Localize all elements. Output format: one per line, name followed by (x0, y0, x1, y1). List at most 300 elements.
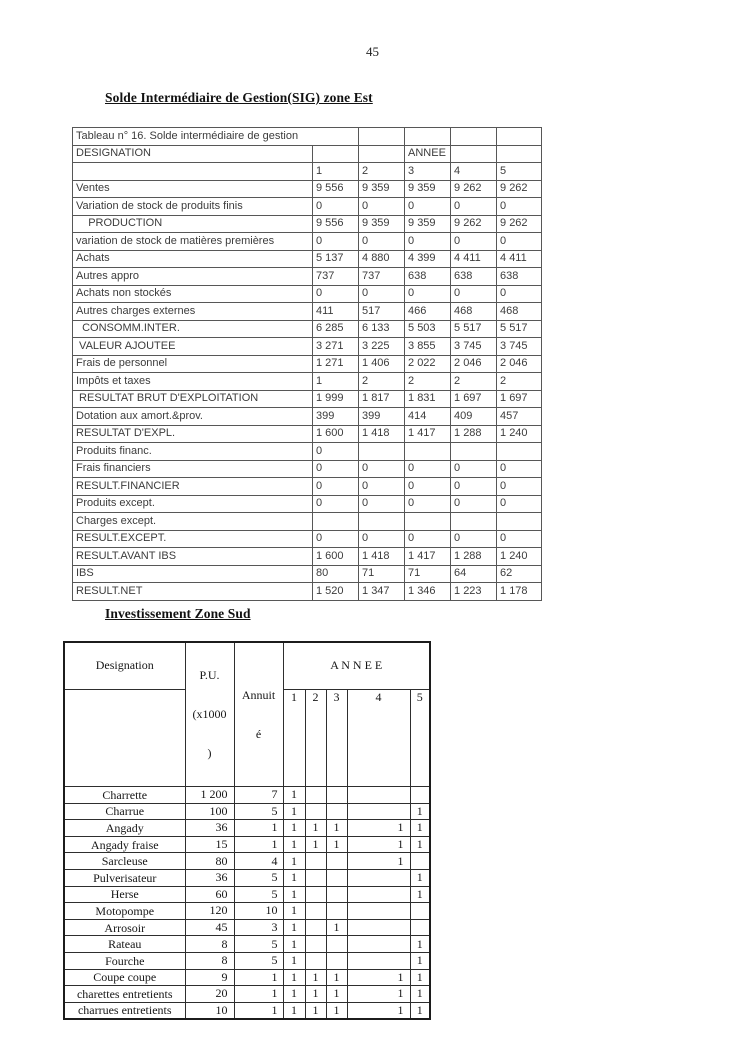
table-row (64, 969, 430, 986)
cell-year: 1 (283, 787, 305, 804)
cell-pu: 9 (185, 969, 234, 986)
cell-value (497, 443, 542, 461)
cell-value: 9 359 (405, 215, 451, 233)
table-row (73, 338, 542, 356)
empty-cell (359, 128, 405, 146)
cell-year: 1 (283, 903, 305, 920)
cell-year: 1 (410, 986, 430, 1003)
row-label: Frais financiers (73, 460, 313, 478)
cell-year (410, 919, 430, 936)
cell-annuite: 10 (234, 903, 283, 920)
cell-annuite: 5 (234, 952, 283, 969)
cell-value: 6 285 (313, 320, 359, 338)
cell-value: 1 178 (497, 583, 542, 601)
cell-value: 0 (359, 495, 405, 513)
cell-value: 1 697 (451, 390, 497, 408)
sig-table (72, 127, 542, 601)
row-label: RESULT.NET (73, 583, 313, 601)
table-row (64, 936, 430, 953)
cell-value: 1 240 (497, 548, 542, 566)
row-label: Produits financ. (73, 443, 313, 461)
row-label: Sarcleuse (64, 853, 185, 870)
cell-value: 0 (313, 478, 359, 496)
cell-year (326, 853, 347, 870)
cell-year: 1 (283, 803, 305, 820)
cell-value: 399 (313, 408, 359, 426)
cell-value: 9 262 (451, 215, 497, 233)
table-row (73, 198, 542, 216)
cell-value: 2 046 (497, 355, 542, 373)
cell-year: 1 (283, 936, 305, 953)
cell-year: 1 (326, 1002, 347, 1019)
cell-value: 9 556 (313, 215, 359, 233)
cell-year: 1 (305, 820, 326, 837)
table-row (64, 919, 430, 936)
annuite-header-line: é (255, 726, 262, 741)
cell-year: 1 (347, 836, 410, 853)
table-row (73, 250, 542, 268)
empty-cell (359, 145, 405, 163)
cell-year (347, 869, 410, 886)
cell-value: 1 346 (405, 583, 451, 601)
cell-year (326, 787, 347, 804)
sig-year-row (73, 163, 542, 181)
cell-year (347, 886, 410, 903)
annuite-header-line: Annuit (241, 687, 276, 702)
cell-value: 4 411 (451, 250, 497, 268)
cell-value: 0 (451, 285, 497, 303)
cell-value: 0 (451, 478, 497, 496)
table-row (73, 565, 542, 583)
cell-year: 1 (347, 969, 410, 986)
table-row (64, 952, 430, 969)
cell-value (313, 513, 359, 531)
row-label: Autres appro (73, 268, 313, 286)
empty-cell (313, 145, 359, 163)
cell-value: 411 (313, 303, 359, 321)
cell-year: 1 (326, 986, 347, 1003)
cell-year: 1 (283, 952, 305, 969)
cell-value: 1 520 (313, 583, 359, 601)
table-row (64, 869, 430, 886)
table-row (73, 285, 542, 303)
sig-caption-row (73, 128, 542, 146)
cell-value: 1 271 (313, 355, 359, 373)
cell-year (326, 886, 347, 903)
cell-value: 4 411 (497, 250, 542, 268)
row-label: Charrue (64, 803, 185, 820)
row-label: IBS (73, 565, 313, 583)
cell-value: 0 (313, 495, 359, 513)
cell-value: 0 (497, 495, 542, 513)
empty-cell (73, 163, 313, 181)
table-row (73, 478, 542, 496)
cell-value: 1 697 (497, 390, 542, 408)
table-row (73, 513, 542, 531)
table-row (64, 903, 430, 920)
cell-year: 1 (283, 969, 305, 986)
table-row (64, 836, 430, 853)
designation-header: Designation (64, 642, 185, 689)
cell-value: 5 137 (313, 250, 359, 268)
row-label: Rateau (64, 936, 185, 953)
cell-value: 0 (497, 285, 542, 303)
cell-year (305, 869, 326, 886)
table-row (73, 408, 542, 426)
table-row (64, 853, 430, 870)
year-header: 4 (451, 163, 497, 181)
cell-value: 0 (313, 198, 359, 216)
designation-header: DESIGNATION (73, 145, 313, 163)
cell-value: 2 046 (451, 355, 497, 373)
cell-value: 3 225 (359, 338, 405, 356)
table-row (73, 390, 542, 408)
cell-year (305, 936, 326, 953)
cell-year: 1 (283, 919, 305, 936)
cell-year: 1 (347, 1002, 410, 1019)
cell-value: 457 (497, 408, 542, 426)
year-header: 1 (313, 163, 359, 181)
cell-year (347, 919, 410, 936)
cell-value: 5 517 (497, 320, 542, 338)
cell-value: 1 347 (359, 583, 405, 601)
cell-year: 1 (326, 836, 347, 853)
cell-value: 0 (451, 233, 497, 251)
cell-value: 468 (451, 303, 497, 321)
cell-value (405, 513, 451, 531)
cell-year (305, 919, 326, 936)
cell-pu: 60 (185, 886, 234, 903)
cell-pu: 45 (185, 919, 234, 936)
row-label: PRODUCTION (73, 215, 313, 233)
cell-value: 9 262 (497, 180, 542, 198)
row-label: Autres charges externes (73, 303, 313, 321)
row-label: Charrette (64, 787, 185, 804)
row-label: charettes entretients (64, 986, 185, 1003)
cell-year: 1 (283, 820, 305, 837)
investment-table (63, 641, 431, 1020)
cell-year (305, 952, 326, 969)
cell-year: 1 (410, 836, 430, 853)
table-row (64, 986, 430, 1003)
table-row (73, 268, 542, 286)
cell-value: 3 745 (497, 338, 542, 356)
cell-value: 9 359 (405, 180, 451, 198)
cell-year (347, 803, 410, 820)
cell-year: 1 (410, 952, 430, 969)
cell-value: 737 (359, 268, 405, 286)
cell-year (305, 886, 326, 903)
row-label: RESULT.AVANT IBS (73, 548, 313, 566)
cell-year (410, 787, 430, 804)
cell-value: 0 (359, 285, 405, 303)
cell-pu: 36 (185, 869, 234, 886)
cell-year (305, 803, 326, 820)
table-row (73, 303, 542, 321)
cell-value: 5 503 (405, 320, 451, 338)
cell-value: 0 (313, 285, 359, 303)
row-label: Impôts et taxes (73, 373, 313, 391)
cell-value: 1 406 (359, 355, 405, 373)
cell-value: 1 (313, 373, 359, 391)
table-row (73, 583, 542, 601)
cell-value: 0 (451, 198, 497, 216)
cell-annuite: 7 (234, 787, 283, 804)
cell-value: 9 262 (451, 180, 497, 198)
cell-value: 1 288 (451, 548, 497, 566)
cell-value: 0 (313, 443, 359, 461)
cell-value: 737 (313, 268, 359, 286)
cell-annuite: 1 (234, 836, 283, 853)
row-label: Produits except. (73, 495, 313, 513)
cell-value (405, 443, 451, 461)
cell-annuite: 4 (234, 853, 283, 870)
year-header: 2 (359, 163, 405, 181)
cell-year: 1 (410, 869, 430, 886)
row-label: RESULTAT BRUT D'EXPLOITATION (73, 390, 313, 408)
cell-annuite: 5 (234, 803, 283, 820)
year-header: 2 (305, 689, 326, 786)
cell-pu: 20 (185, 986, 234, 1003)
table-row (64, 803, 430, 820)
cell-value: 0 (405, 233, 451, 251)
table-row (64, 820, 430, 837)
cell-value: 0 (313, 460, 359, 478)
cell-value: 9 556 (313, 180, 359, 198)
cell-pu: 15 (185, 836, 234, 853)
cell-value (451, 443, 497, 461)
cell-annuite: 1 (234, 986, 283, 1003)
cell-value: 0 (405, 495, 451, 513)
cell-year: 1 (410, 1002, 430, 1019)
row-label: VALEUR AJOUTEE (73, 338, 313, 356)
cell-value: 6 133 (359, 320, 405, 338)
cell-year (305, 787, 326, 804)
cell-pu: 36 (185, 820, 234, 837)
row-label: Motopompe (64, 903, 185, 920)
cell-year: 1 (347, 853, 410, 870)
row-label: Angady (64, 820, 185, 837)
cell-value: 1 817 (359, 390, 405, 408)
cell-value: 1 223 (451, 583, 497, 601)
table-row (73, 495, 542, 513)
cell-value: 1 240 (497, 425, 542, 443)
cell-value: 0 (405, 530, 451, 548)
cell-year (410, 853, 430, 870)
cell-pu: 10 (185, 1002, 234, 1019)
cell-value: 0 (451, 460, 497, 478)
pu-header-line: ) (207, 746, 212, 760)
cell-year (305, 853, 326, 870)
row-label: Dotation aux amort.&prov. (73, 408, 313, 426)
cell-year: 1 (283, 869, 305, 886)
cell-annuite: 5 (234, 936, 283, 953)
cell-value: 4 399 (405, 250, 451, 268)
cell-year: 1 (283, 836, 305, 853)
table-row (73, 180, 542, 198)
cell-value: 409 (451, 408, 497, 426)
cell-value: 0 (451, 495, 497, 513)
cell-value (359, 443, 405, 461)
row-label: Herse (64, 886, 185, 903)
cell-year: 1 (410, 803, 430, 820)
row-label: Variation de stock de produits finis (73, 198, 313, 216)
cell-value: 0 (359, 198, 405, 216)
table-row (64, 886, 430, 903)
table-row (73, 215, 542, 233)
section-title-inv: Investissement Zone Sud (105, 606, 251, 621)
row-label: Achats (73, 250, 313, 268)
cell-value: 64 (451, 565, 497, 583)
cell-year: 1 (326, 919, 347, 936)
section-title-sig: Solde Intermédiaire de Gestion(SIG) zone Est (105, 90, 373, 105)
row-label: Achats non stockés (73, 285, 313, 303)
cell-value: 9 262 (497, 215, 542, 233)
row-label: Arrosoir (64, 919, 185, 936)
cell-year: 1 (283, 886, 305, 903)
cell-value: 468 (497, 303, 542, 321)
cell-year (326, 803, 347, 820)
empty-cell (64, 689, 185, 786)
annee-header: ANNEE (405, 145, 451, 163)
cell-year: 1 (305, 836, 326, 853)
cell-year (347, 952, 410, 969)
cell-value: 0 (313, 530, 359, 548)
cell-value: 466 (405, 303, 451, 321)
cell-value: 0 (359, 530, 405, 548)
cell-year: 1 (410, 936, 430, 953)
cell-value (451, 513, 497, 531)
row-label: Frais de personnel (73, 355, 313, 373)
pu-header (185, 642, 234, 787)
cell-value: 0 (405, 460, 451, 478)
cell-value: 1 288 (451, 425, 497, 443)
table-row (73, 460, 542, 478)
row-label: CONSOMM.INTER. (73, 320, 313, 338)
pu-header-line: P.U. (199, 668, 220, 682)
cell-value: 0 (497, 460, 542, 478)
cell-value: 1 417 (405, 425, 451, 443)
year-header: 3 (326, 689, 347, 786)
cell-year: 1 (283, 853, 305, 870)
table-row (73, 233, 542, 251)
inv-header-row-1 (64, 642, 430, 689)
row-label: charrues entretients (64, 1002, 185, 1019)
cell-value: 3 855 (405, 338, 451, 356)
cell-value: 62 (497, 565, 542, 583)
cell-year (326, 952, 347, 969)
cell-year (326, 936, 347, 953)
cell-value: 9 359 (359, 215, 405, 233)
cell-year (305, 903, 326, 920)
cell-year: 1 (347, 986, 410, 1003)
cell-annuite: 3 (234, 919, 283, 936)
table-row (73, 425, 542, 443)
row-label: Angady fraise (64, 836, 185, 853)
cell-year: 1 (305, 986, 326, 1003)
cell-annuite: 1 (234, 969, 283, 986)
cell-annuite: 1 (234, 820, 283, 837)
annee-header: A N N E E (283, 642, 430, 689)
year-header: 5 (497, 163, 542, 181)
cell-value (359, 513, 405, 531)
cell-value: 1 418 (359, 548, 405, 566)
cell-value: 1 999 (313, 390, 359, 408)
row-label: Fourche (64, 952, 185, 969)
cell-value: 3 271 (313, 338, 359, 356)
cell-value: 3 745 (451, 338, 497, 356)
cell-annuite: 5 (234, 869, 283, 886)
cell-pu: 8 (185, 936, 234, 953)
empty-cell (497, 128, 542, 146)
year-header: 5 (410, 689, 430, 786)
cell-value: 2 022 (405, 355, 451, 373)
cell-year: 1 (283, 1002, 305, 1019)
cell-value: 0 (405, 478, 451, 496)
cell-value: 71 (359, 565, 405, 583)
cell-year (347, 936, 410, 953)
row-label: RESULT.FINANCIER (73, 478, 313, 496)
empty-cell (405, 128, 451, 146)
table-row (73, 443, 542, 461)
cell-value: 5 517 (451, 320, 497, 338)
cell-value: 399 (359, 408, 405, 426)
cell-value: 0 (497, 233, 542, 251)
cell-year (410, 903, 430, 920)
cell-value: 1 417 (405, 548, 451, 566)
cell-year: 1 (283, 986, 305, 1003)
cell-value: 0 (497, 198, 542, 216)
sig-header-row (73, 145, 542, 163)
cell-value: 638 (405, 268, 451, 286)
table-row (64, 1002, 430, 1019)
cell-year (347, 787, 410, 804)
cell-value: 0 (359, 233, 405, 251)
cell-value: 517 (359, 303, 405, 321)
row-label: Coupe coupe (64, 969, 185, 986)
cell-pu: 1 200 (185, 787, 234, 804)
table-caption: Tableau n° 16. Solde intermédiaire de gestion (73, 128, 359, 146)
table-row (73, 530, 542, 548)
cell-pu: 80 (185, 853, 234, 870)
cell-value: 0 (497, 478, 542, 496)
empty-cell (451, 145, 497, 163)
table-row (73, 320, 542, 338)
cell-pu: 120 (185, 903, 234, 920)
cell-year (347, 903, 410, 920)
cell-value: 71 (405, 565, 451, 583)
cell-value: 0 (451, 530, 497, 548)
table-row (73, 355, 542, 373)
cell-value: 4 880 (359, 250, 405, 268)
cell-year (326, 903, 347, 920)
cell-year: 1 (326, 820, 347, 837)
cell-value: 0 (313, 233, 359, 251)
cell-year: 1 (305, 969, 326, 986)
cell-value: 2 (359, 373, 405, 391)
annuite-header (234, 642, 283, 787)
cell-annuite: 5 (234, 886, 283, 903)
cell-pu: 8 (185, 952, 234, 969)
year-header: 1 (283, 689, 305, 786)
cell-value: 414 (405, 408, 451, 426)
year-header: 3 (405, 163, 451, 181)
cell-value: 0 (359, 478, 405, 496)
cell-year: 1 (305, 1002, 326, 1019)
cell-value (497, 513, 542, 531)
cell-year (326, 869, 347, 886)
empty-cell (451, 128, 497, 146)
